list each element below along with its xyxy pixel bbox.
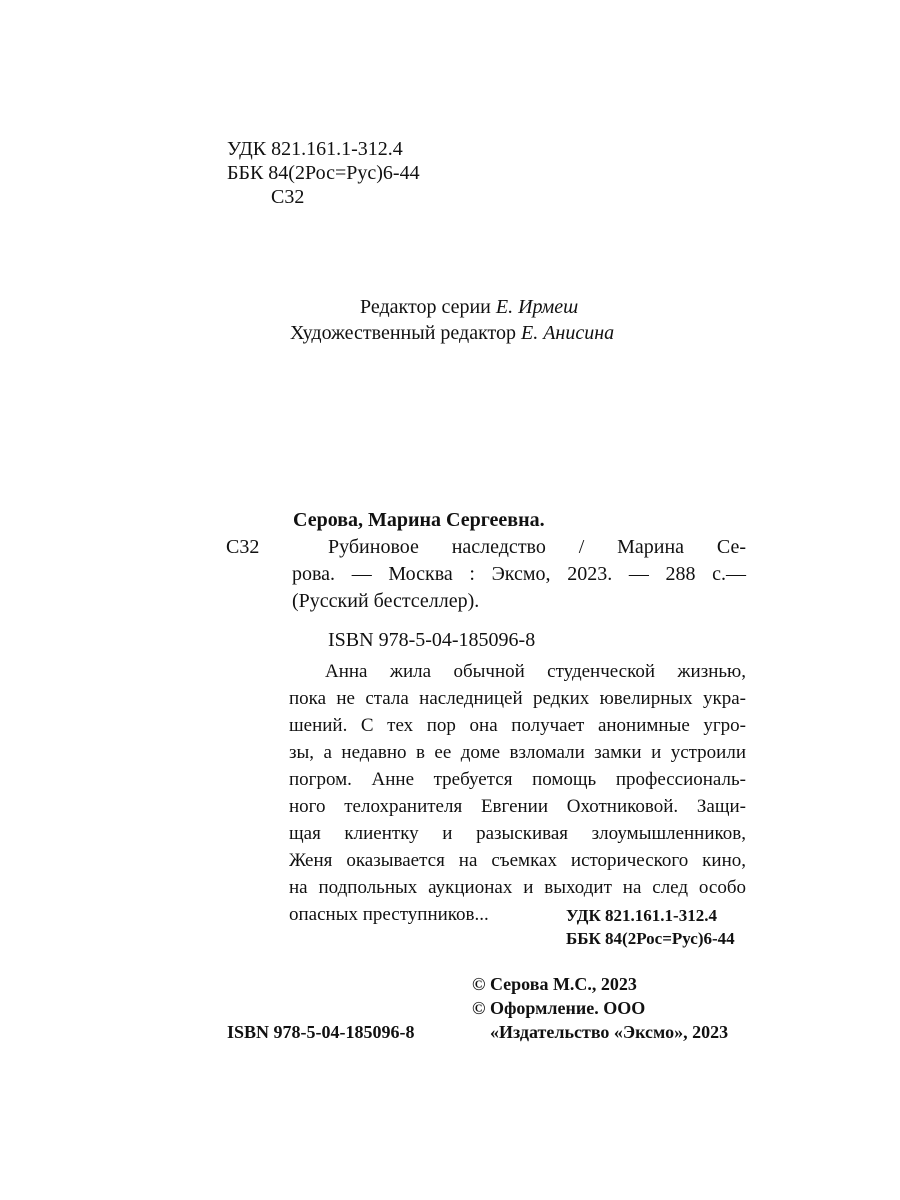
header-udk: УДК 821.161.1-312.4 bbox=[227, 138, 403, 160]
copyright-design-line-1: © Оформление. ООО bbox=[472, 998, 646, 1018]
annotation-line: Женя оказывается на съемках исторического кино, bbox=[289, 850, 746, 871]
annotation-paragraph bbox=[289, 658, 746, 928]
annotation-line: зы, а недавно в ее доме взломали замки и устроили bbox=[289, 742, 746, 763]
art-editor-name: Е. Анисина bbox=[521, 322, 615, 344]
copyright-design-line-2: «Издательство «Эксмо», 2023 bbox=[490, 1022, 729, 1042]
annotation-line: щая клиентку и разыскивая злоумышленников, bbox=[289, 823, 746, 844]
series-editor-label: Редактор серии bbox=[360, 296, 491, 318]
annotation-line: погром. Анне требуется помощь профессиональ- bbox=[289, 769, 746, 790]
catalog-author-heading: Серова, Марина Сергеевна. bbox=[293, 509, 545, 531]
annotation-line: пока не стала наследницей редких ювелирных укра- bbox=[289, 688, 746, 709]
bib-line: Рубиновое наследство / Марина Се- bbox=[328, 536, 746, 558]
bib-line: рова. — Москва : Эксмо, 2023. — 288 с.— bbox=[292, 563, 746, 585]
copyright-author: © Серова М.С., 2023 bbox=[472, 974, 637, 994]
catalog-bbk: ББК 84(2Рос=Рус)6-44 bbox=[566, 929, 735, 948]
annotation-line: Анна жила обычной студенческой жизнью, bbox=[325, 661, 746, 682]
catalog-sign: С32 bbox=[226, 536, 260, 558]
catalog-isbn: ISBN 978-5-04-185096-8 bbox=[328, 629, 536, 651]
header-author-sign: С32 bbox=[271, 186, 305, 208]
art-editor-line bbox=[290, 320, 614, 347]
bib-line: (Русский бестселлер). bbox=[292, 590, 480, 612]
header-bbk: ББК 84(2Рос=Рус)6-44 bbox=[227, 162, 420, 184]
footer-isbn: ISBN 978-5-04-185096-8 bbox=[227, 1022, 415, 1042]
catalog-udk: УДК 821.161.1-312.4 bbox=[566, 906, 717, 925]
annotation-line: опасных преступников... bbox=[289, 904, 489, 925]
annotation-line: шений. С тех пор она получает анонимные угро- bbox=[289, 715, 746, 736]
annotation-line: на подпольных аукционах и выходит на след особо bbox=[289, 877, 746, 898]
series-editor-line bbox=[360, 294, 578, 321]
annotation-line: ного телохранителя Евгении Охотниковой. Защи- bbox=[289, 796, 746, 817]
series-editor-name: Е. Ирмеш bbox=[495, 296, 579, 318]
art-editor-label: Художественный редактор bbox=[290, 322, 516, 344]
